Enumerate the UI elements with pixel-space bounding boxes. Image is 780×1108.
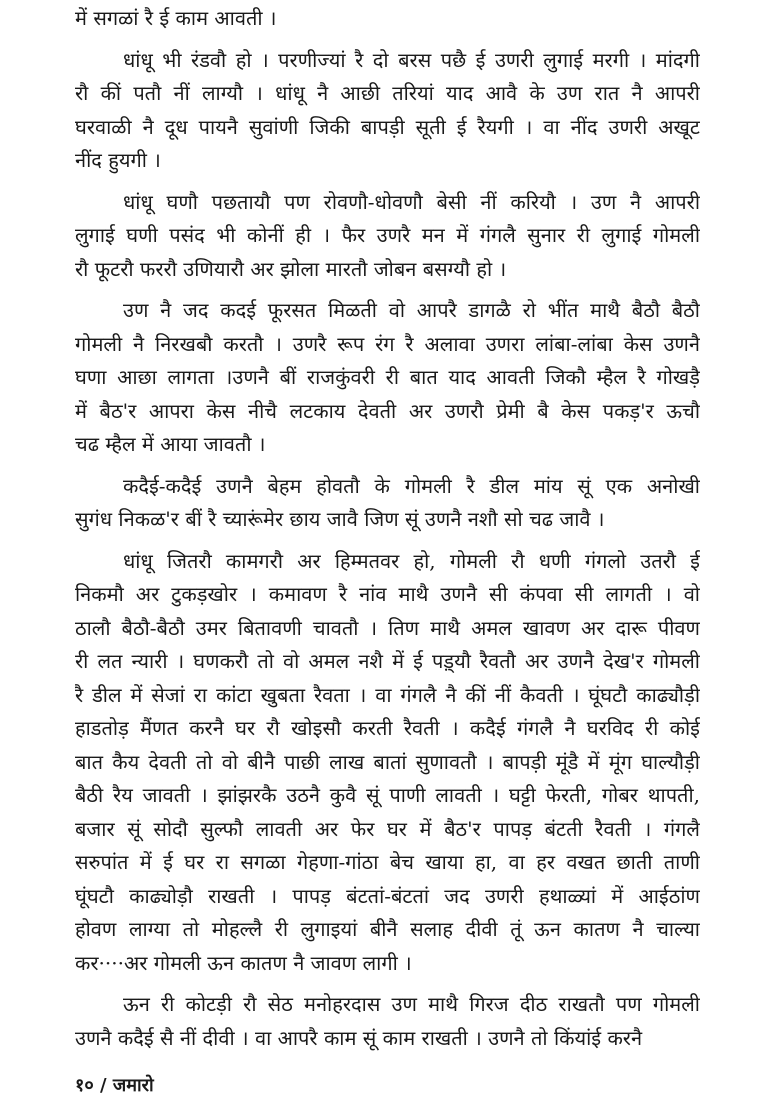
page-number: १० [75, 1075, 94, 1096]
text-line: सरुपांत में ई घर रा सगळा गेहणा-गांठा बेच खाया हा, वा हर वखत छाती ताणी [75, 850, 700, 874]
text-line: लुगाई घणी पसंद भी कोनीं ही । फैर उणरै मन में गंगलै सुनार री लुगाई गोमली [75, 223, 700, 247]
text-line: रौ कीं पतौ नीं लाग्यौ । धांधू नै आछी तरियां याद आवै के उण रात नै आपरी [75, 81, 700, 105]
text-line: होवण लाग्या तो मोहल्लै री लुगाइयां बीनै सलाह दीवी तूं ऊन कातण नै चाल्या [75, 917, 700, 941]
text-line: घणा आछा लागता ।उणनै बीं राजकुंवरी री बात याद आवती जिकौ म्हैल रै गोखड़ै [75, 365, 700, 389]
text-line: धांधू जितरौ कामगरौ अर हिम्मतवर हो, गोमली रौ धणी गंगलो उतरौ ई [123, 548, 700, 573]
text-line: हाडतोड़ मैंणत करनै घर रौ खोइसौ करती रैवती । कदैई गंगलै नै घरविद री कोई [75, 716, 700, 740]
text-line: धांधू घणौ पछतायौ पण रोवणौ-धोवणौ बेसी नीं करियौ । उण नै आपरी [123, 189, 700, 214]
text-line: घूंघटौ काढ्योड़ौ राखती । पापड़ बंटतां-बंटतां जद उणरी हथाळ्यां में आईठांण [75, 883, 700, 908]
text-line: रै डील में सेजां रा कांटा खुबता रैवता । वा गंगलै नै कीं नीं कैवती । घूंघटौ काढ्यौड़ी [75, 682, 700, 707]
text-line: चढ म्हैल में आया जावतौ । [75, 432, 266, 456]
footer-separator: / [100, 1075, 107, 1096]
paragraph [75, 988, 700, 1055]
paragraph [75, 186, 700, 287]
text-line: घरवाळी नै दूध पायनै सुवांणी जिकी बापड़ी सूती ई रैयगी । वा नींद उणरी अखूट [75, 114, 700, 139]
text-line: सुगंध निकळ'र बीं रै च्यारूंमेर छाय जावै जिण सूं उणनै नशौ सो चढ जावै । [75, 507, 605, 531]
text-line: बैठी रैय जावती । झांझरकै उठनै कुवै सूं पाणी लावती । घट्टी फेरती, गोबर थापती, [75, 783, 700, 807]
text-line: ऊन री कोटड़ी रौ सेठ मनोहरदास उण माथै गिरज दीठ राखतौ पण गोमली [123, 992, 700, 1016]
text-line: कर····अर गोमली ऊन कातण नै जावण लागी । [75, 950, 412, 975]
text-line: उणनै कदैई सै नीं दीवी । वा आपरै काम सूं काम राखती । उणनै तो किंयांई करनै [75, 1025, 643, 1050]
text-line: कदैई-कदैई उणनै बेहम होवतौ के गोमली रै डील मांय सूं एक अनोखी [123, 473, 700, 498]
paragraph [75, 545, 700, 981]
text-line: बजार सूं सोदौ सुल्फौ लावती अर फेर घर में बैठ'र पापड़ बंटती रैवती । गंगलै [75, 816, 700, 841]
text-line: निकमौ अर टुकड़खोर । कमावण रै नांव माथै उणनै सी कंपवा सी लागती । वो [75, 582, 700, 606]
paragraph [75, 294, 700, 462]
text-line: ठालौ बैठौ-बैठौ उमर बितावणी चावतौ । तिण माथै अमल खावण अर दारू पीवण [75, 615, 700, 640]
text-line: धांधू भी रंडवौ हो । परणीज्यां रै दो बरस पछै ई उणरी लुगाई मरगी । मांदगी [123, 47, 700, 72]
text-line: री लत न्यारी । घणकरौ तो वो अमल नशै में ई पड़्यौ रैवतौ अर उणनै देख'र गोमली [75, 649, 700, 673]
text-line: उण नै जद कदई फूरसत मिळती वो आपरै डागळै रो भींत माथै बैठौ बैठौ [123, 298, 700, 322]
text-line: नींद हुयगी । [75, 148, 161, 172]
text-line: में सगळां रै ई काम आवती । [75, 6, 277, 30]
text-line: बात कैय देवती तो वो बीनै पाछी लाख बातां सुणावतौ । बापड़ी मूंडै में मूंग घाल्यौड़ी [75, 749, 700, 774]
page-footer [75, 1074, 154, 1098]
book-title: जमारो [112, 1075, 154, 1096]
text-line: गोमली नै निरखबौ करतौ । उणरै रूप रंग रै अलावा उणरा लांबा-लांबा केस उणनै [75, 331, 700, 356]
paragraph [75, 2, 700, 36]
paragraph [75, 44, 700, 178]
text-line: रौ फूटरौ फररौ उणियारौ अर झोला मारतौ जोबन बसग्यौ हो । [75, 256, 507, 281]
text-line: में बैठ'र आपरा केस नीचै लटकाय देवती अर उणरौ प्रेमी बै केस पकड़'र ऊचौ [75, 398, 700, 423]
paragraph [75, 470, 700, 537]
